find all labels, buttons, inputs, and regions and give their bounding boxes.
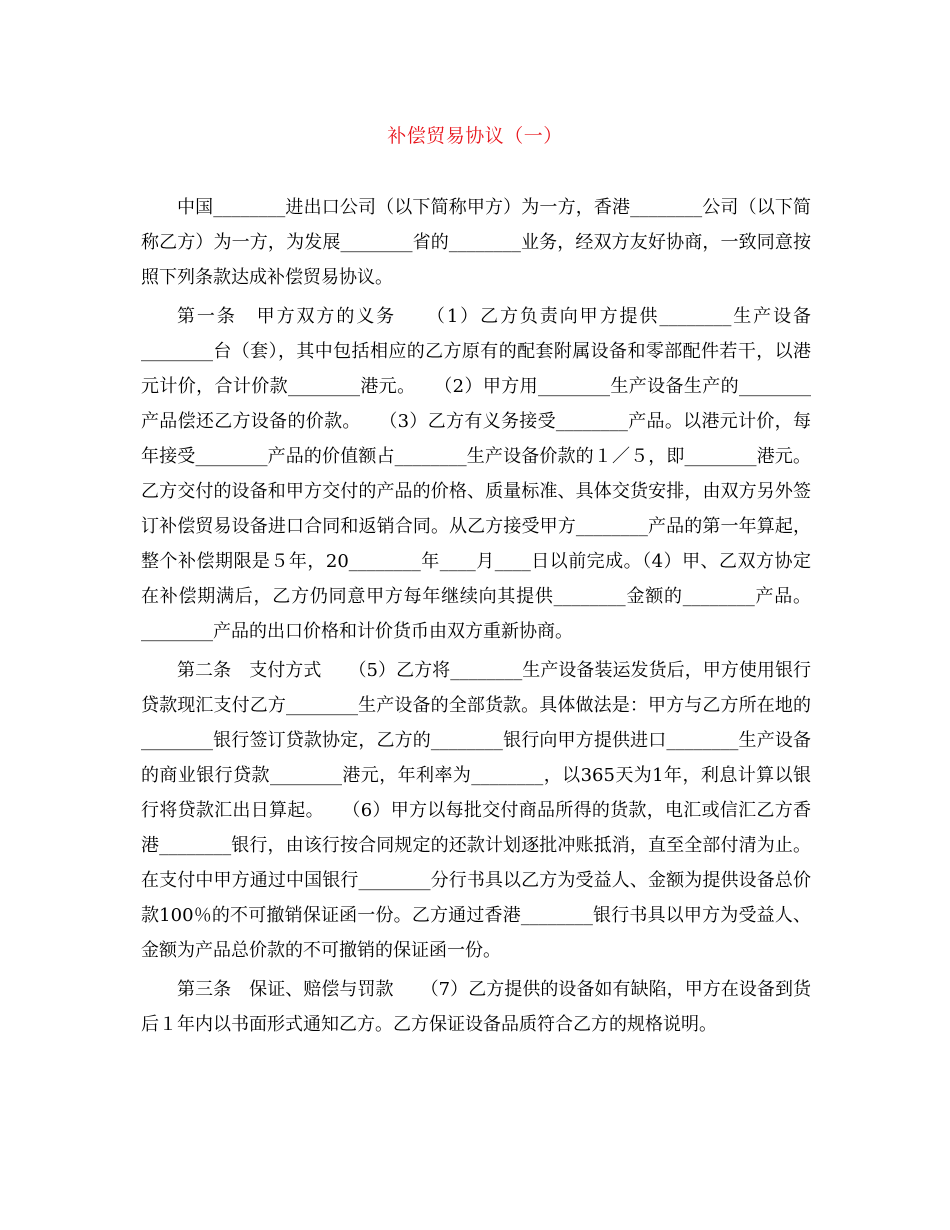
preamble-paragraph: 中国________进出口公司（以下简称甲方）为一方，香港________公司（以下简称乙方）为一方，为发展________省的________业务，经双方友好协商，一致同意按照下列条款达成补偿贸易协议。 (141, 197, 811, 288)
article-2-paragraph: 第二条 支付方式 （5）乙方将________生产设备装运发货后，甲方使用银行贷款现汇支付乙方________生产设备的全部货款。具体做法是：甲方与乙方所在地的________银行签订贷款协定，乙方的________银行向甲方提供进口________生产设备的商业银行贷款________港元，年利率为________，以365天为1年，利息计算以银行将贷款汇出日算起。 （6）甲方以每批交付商品所得的货款，电汇或信汇乙方香港________银行，由该行按合同规定的还款计划逐批冲账抵消，直至全部付清为止。在支付中甲方通过中国银行________分行书具以乙方为受益人、金额为提供设备总价款100％的不可撤销保证函一份。乙方通过香港________银行书具以甲方为受益人、金额为产品总价款的不可撤销的保证函一份。 (141, 660, 811, 961)
article-1-paragraph: 第一条 甲方双方的义务 （1）乙方负责向甲方提供________生产设备________台（套），其中包括相应的乙方原有的配套附属设备和零部配件若干，以港元计价，合计价款________港元。 （2）甲方用________生产设备生产的________产品偿还乙方设备的价款。 （3）乙方有义务接受________产品。以港元计价，每年接受________产品的价值额占________生产设备价款的１／５，即________港元。乙方交付的设备和甲方交付的产品的价格、质量标准、具体交货安排，由双方另外签订补偿贸易设备进口合同和返销合同。从乙方接受甲方________产品的第一年算起，整个补偿期限是５年，20________年____月____日以前完成。（4）甲、乙双方协定在补偿期满后，乙方仍同意甲方每年继续向其提供________金额的________产品。________产品的出口价格和计价货币由双方重新协商。 (141, 306, 811, 642)
document-title: 补偿贸易协议（一） (387, 125, 563, 147)
document-body (141, 190, 811, 1046)
article-3-paragraph: 第三条 保证、赔偿与罚款 （7）乙方提供的设备如有缺陷，甲方在设备到货后１年内以书面形式通知乙方。乙方保证设备品质符合乙方的规格说明。 (141, 979, 811, 1035)
